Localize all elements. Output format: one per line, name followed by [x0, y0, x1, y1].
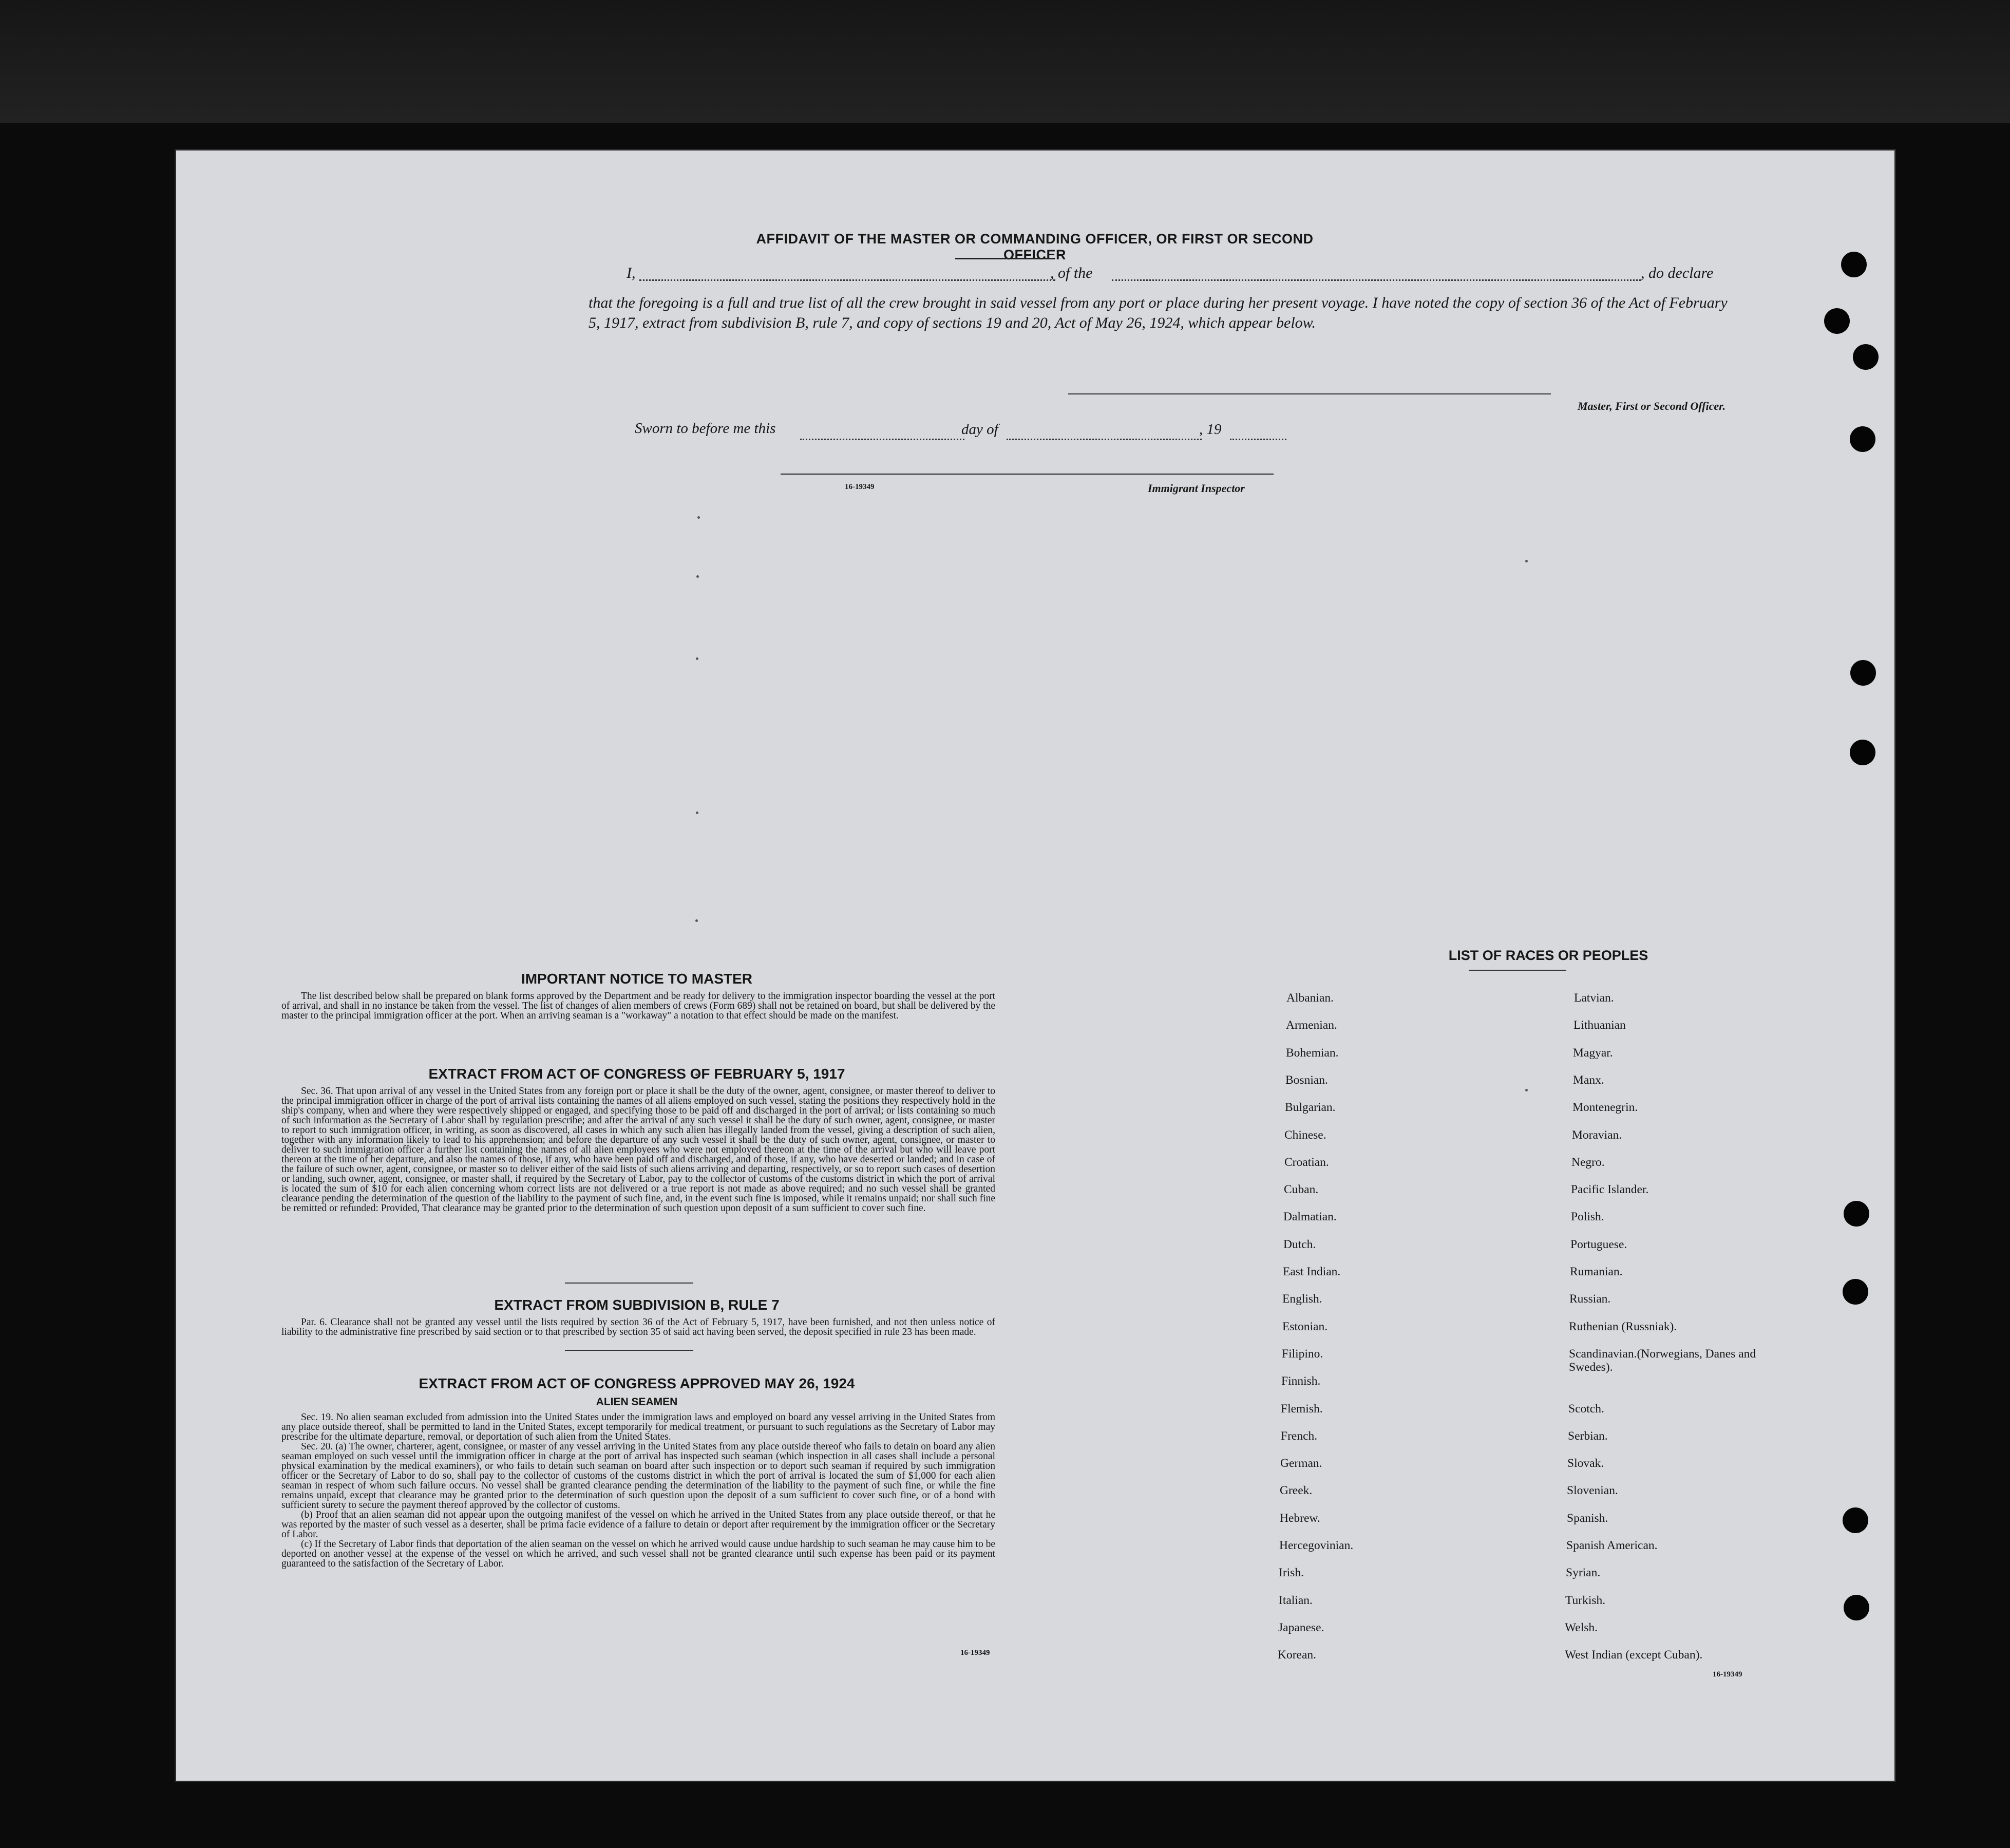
manifest-page — [175, 149, 1896, 1782]
race-item: West Indian (except Cuban). — [1565, 1648, 1703, 1662]
inspector-label: Immigrant Inspector — [1148, 482, 1245, 495]
race-item: French. — [1281, 1429, 1318, 1443]
affidavit-i: I, — [627, 265, 636, 281]
race-item: Albanian. — [1286, 991, 1334, 1005]
name-blank — [639, 279, 1055, 281]
race-item: Filipino. — [1282, 1347, 1323, 1361]
race-item: Polish. — [1571, 1210, 1604, 1223]
fold-mark — [695, 919, 698, 922]
affidavit-title: AFFIDAVIT OF THE MASTER OR COMMANDING OFFICER, OR FIRST OR SECOND OFFICER — [756, 231, 1314, 262]
binder-hole — [1850, 660, 1876, 686]
races-title: LIST OF RACES OR PEOPLES — [1448, 948, 1648, 963]
section-divider — [565, 1283, 693, 1284]
binder-hole — [1824, 308, 1850, 334]
affidavit-do-declare: , do declare — [1641, 265, 1714, 281]
extract-1917-body — [281, 1086, 995, 1213]
race-item: Pacific Islander. — [1571, 1183, 1649, 1196]
sec19-paragraph: Sec. 19. No alien seaman excluded from admission into the United States under the immigration laws and employed on board any vessel arriving in the United States from any place outside thereof, shall be permitted to land in the United States, except temporarily for medical treatment, or pursuant to such regulations as the Secretary of Labor may prescribe for the ultimate departure, removal, or deportation of such alien from the United States. — [281, 1412, 995, 1442]
notice-title: IMPORTANT NOTICE TO MASTER — [521, 971, 753, 987]
binder-hole — [1844, 1595, 1869, 1620]
race-item: Finnish. — [1281, 1374, 1321, 1388]
race-item: Manx. — [1573, 1073, 1604, 1087]
extract-1924-body — [281, 1412, 995, 1569]
race-item: Italian. — [1279, 1594, 1313, 1607]
race-item: Syrian. — [1566, 1566, 1601, 1579]
sec20b-paragraph: (b) Proof that an alien seaman did not appear upon the outgoing manifest of the vessel on which he arrived in the United States from any place outside thereof, or that he was reported by the master of such vessel as a deserter, shall be prima facie evidence of a failure to detain or deport after requirement by the immigration officer or the Secretary of Labor. — [281, 1510, 995, 1540]
affidavit-of-the: , of the — [1050, 265, 1093, 281]
race-item: Flemish. — [1281, 1402, 1323, 1416]
race-item: Lithuanian — [1573, 1019, 1626, 1032]
race-item: Japanese. — [1278, 1621, 1324, 1634]
race-item: Greek. — [1280, 1484, 1313, 1497]
race-item: Scotch. — [1568, 1402, 1604, 1416]
race-item: East Indian. — [1283, 1265, 1341, 1278]
fold-mark — [1525, 560, 1528, 562]
extract-1924-title: EXTRACT FROM ACT OF CONGRESS APPROVED MAY 26, 1924 — [419, 1375, 855, 1391]
race-item: Spanish American. — [1566, 1539, 1658, 1552]
race-item: Rumanian. — [1570, 1265, 1623, 1278]
race-item: Ruthenian (Russniak). — [1569, 1320, 1677, 1333]
fold-mark — [697, 516, 700, 519]
race-item: Bulgarian. — [1285, 1101, 1336, 1114]
extract-rule7-title: EXTRACT FROM SUBDIVISION B, RULE 7 — [494, 1297, 780, 1313]
race-item: Serbian. — [1568, 1429, 1608, 1443]
race-item: Welsh. — [1565, 1621, 1598, 1634]
signature-line — [1068, 393, 1551, 394]
fold-mark — [696, 575, 699, 578]
section-divider — [565, 1350, 693, 1351]
sec20c-paragraph: (c) If the Secretary of Labor finds that deportation of the alien seaman on the vessel on which he arrived would cause undue hardship to such seaman he may cause him to be deported on another vessel at the expense of the vessel on which he arrived, and such vessel shall not be granted clearance until such expense has been paid or its payment guaranteed to the satisfaction of the Secretary of Labor. — [281, 1539, 995, 1569]
race-item: Latvian. — [1574, 991, 1614, 1005]
binder-hole — [1841, 252, 1867, 277]
binder-hole — [1850, 426, 1875, 452]
race-item: Croatian. — [1284, 1156, 1329, 1169]
affidavit-form-number: 16-19349 — [845, 483, 875, 491]
affidavit-paragraph: that the foregoing is a full and true list of all the crew brought in said vessel from any port or place during her present voyage. I have noted the copy of section 36 of the Act of February 5, 1917, extract from subdivision B, rule 7, and copy of sections 19 and 20, Act of May 26, 1924, which appear below. — [589, 294, 1728, 331]
race-item: Dutch. — [1283, 1238, 1316, 1251]
binder-hole — [1844, 1201, 1869, 1227]
race-item: Montenegrin. — [1572, 1101, 1638, 1114]
vessel-blank — [1112, 279, 1641, 281]
sworn-month-blank — [1007, 439, 1202, 440]
race-item: Portuguese. — [1570, 1238, 1627, 1251]
extract-1917-title: EXTRACT FROM ACT OF CONGRESS OF FEBRUARY 5, 1917 — [428, 1066, 845, 1082]
race-item: Magyar. — [1573, 1046, 1613, 1060]
race-item: Irish. — [1279, 1566, 1304, 1579]
sec36-paragraph: Sec. 36. That upon arrival of any vessel in the United States from any foreign port or place it shall be the duty of the owner, agent, consignee, or master thereof to deliver to the principal immigration officer in charge of the port of arrival lists containing the names of all aliens employed on such vessel, stating the positions they respectively hold in the ship's company, when and where they were respectively shipped or engaged, and specifying those to be paid off and discharged in the port of arrival; or lists containing so much of such information as the Secretary of Labor shall by regulation prescribe; and after the arrival of any such vessel it shall be the duty of such owner, agent, consignee, or master to report to such immigration officer, in writing, as soon as discovered, all cases in which any such alien has illegally landed from the vessel, giving a description of such alien, together with any information likely to lead to his apprehension; and before the departure of any such vessel it shall be the duty of such owner, agent, consignee, or master to deliver to such immigration officer a further list containing the names of all alien employees who were not employed thereon at the time of the arrival but who will leave port thereon at the time of her departure, and also the names of those, if any, who have been paid off and discharged, and of those, if any, who have deserted or landed; and in case of the failure of such owner, agent, consignee, or master so to deliver either of the said lists of such aliens arriving and departing, respectively, or so to report such cases of desertion or landing, such owner, agent, consignee, or master shall, if required by the Secretary of Labor, pay to the collector of customs of the customs district in which the port of arrival is located the sum of $10 for each alien concerning whom correct lists are not delivered or a true report is not made as above required; and no such vessel shall be granted clearance pending the determination of the question of the liability to the payment of such fine, and, in the event such fine is imposed, while it remains unpaid; nor shall such fine be remitted or refunded: Provided, That clearance may be granted prior to the determination of such question upon deposit of a sum sufficient to cover such fine. — [281, 1086, 995, 1214]
fold-mark — [696, 812, 698, 814]
race-item: Hebrew. — [1280, 1512, 1320, 1525]
sworn-prefix: Sworn to before me this — [635, 420, 776, 437]
notice-text — [281, 991, 995, 1021]
title-underline — [955, 258, 1053, 259]
notice-paragraph: The list described below shall be prepared on blank forms approved by the Department and be ready for delivery to the immigration inspector boarding the vessel at the port of arrival, and shall in no instance be taken from the vessel. The list of changes of alien members of crews (Form 689) shall not be retained on board, but shall be delivered by the master to the principal immigration officer at the port. When an arriving seaman is a "workaway" a notation to that effect should be made on the manifest. — [281, 991, 995, 1021]
binder-hole — [1853, 344, 1879, 370]
extract-rule7-body — [281, 1317, 995, 1337]
race-item: Scandinavian.(Norwegians, Danes and Swedes). — [1569, 1347, 1756, 1374]
race-item: Armenian. — [1286, 1019, 1337, 1032]
binder-hole — [1850, 740, 1875, 765]
race-item: English. — [1282, 1292, 1322, 1306]
sworn-day-blank — [800, 439, 964, 440]
race-item: Hercegovinian. — [1279, 1539, 1354, 1552]
scanner-background — [0, 0, 2010, 123]
race-item: Moravian. — [1572, 1128, 1622, 1142]
race-item: Spanish. — [1567, 1512, 1608, 1525]
par6-paragraph: Par. 6. Clearance shall not be granted any vessel until the lists required by section 36 of the Act of February 5, 1917, have been furnished, and not then unless notice of liability to the administrative fine prescribed by said section or to that prescribed by section 35 of said act having been served, the deposit specified in rule 23 has been made. — [281, 1317, 995, 1337]
race-item: Slovak. — [1567, 1457, 1604, 1470]
binder-hole — [1843, 1279, 1868, 1305]
race-item: Turkish. — [1565, 1594, 1606, 1607]
races-form-number: 16-19349 — [1713, 1670, 1742, 1679]
race-item: Slovenian. — [1567, 1484, 1618, 1497]
sworn-year: , 19 — [1199, 421, 1222, 438]
fold-mark — [696, 657, 698, 660]
race-item: German. — [1280, 1457, 1322, 1470]
binder-hole — [1843, 1507, 1868, 1533]
race-item: Chinese. — [1284, 1128, 1326, 1142]
fold-mark — [1525, 1089, 1528, 1091]
sworn-year-blank — [1230, 439, 1286, 440]
sec20a-paragraph: Sec. 20. (a) The owner, charterer, agent, consignee, or master of any vessel arriving in the United States from any place outside thereof who fails to detain on board any alien seaman employed on such vessel until the immigration officer in charge at the port of arrival has inspected such seaman (which inspection in all cases shall include a personal physical examination by the medical examiners), or who fails to detain such seaman on board after such inspection or to deport such seaman if required by such immigration officer or the Secretary of Labor to do so, shall pay to the collector of customs of the customs district in which the port of arrival is located the sum of $1,000 for each alien seaman in respect of whom such failure occurs. No vessel shall be granted clearance pending the determination of the liability to the payment of such fine, or while the fine remains unpaid, except that clearance may be granted prior to the determination of such question upon the deposit of a sum sufficient to cover such fine, or of a bond with sufficient surety to secure the payment thereof approved by the collector of customs. — [281, 1441, 995, 1511]
race-item: Dalmatian. — [1283, 1210, 1337, 1223]
races-title-underline — [1469, 970, 1566, 971]
race-item: Bohemian. — [1286, 1046, 1339, 1060]
race-item: Bosnian. — [1285, 1073, 1328, 1087]
extract-form-number: 16-19349 — [960, 1649, 990, 1657]
race-item: Negro. — [1571, 1156, 1605, 1169]
race-item: Cuban. — [1284, 1183, 1319, 1196]
race-item: Estonian. — [1282, 1320, 1328, 1333]
inspector-line — [781, 474, 1274, 475]
race-item: Russian. — [1569, 1292, 1611, 1306]
signature-label: Master, First or Second Officer. — [1577, 400, 1725, 412]
sworn-day-of: day of — [961, 421, 998, 438]
alien-seamen-subtitle: ALIEN SEAMEN — [596, 1396, 678, 1408]
race-item: Korean. — [1278, 1648, 1317, 1662]
